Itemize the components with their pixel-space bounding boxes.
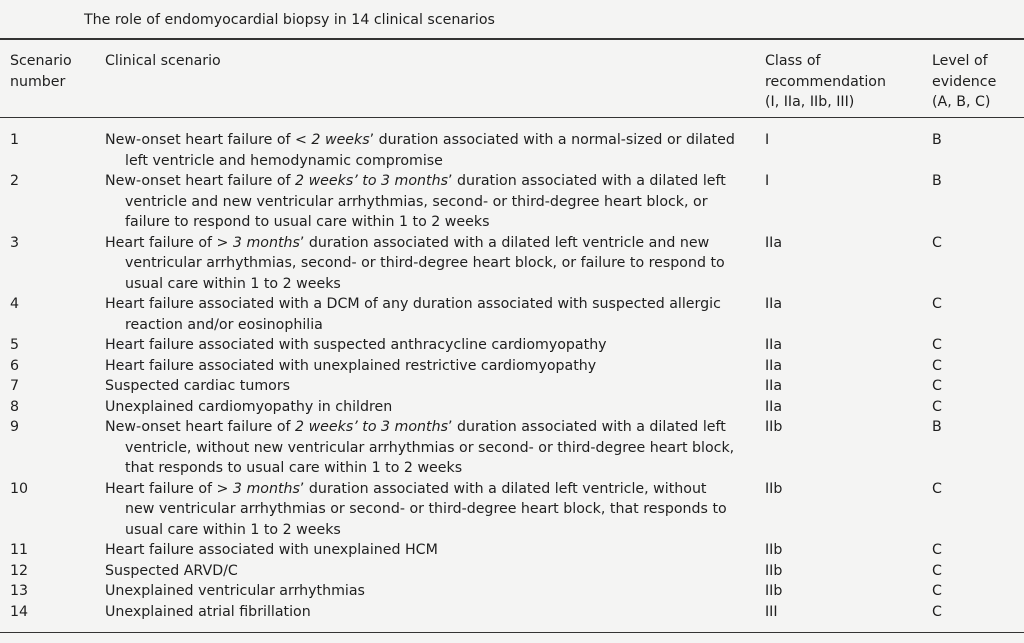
table-row [0,171,1024,233]
table-row [0,397,1024,418]
scenario-segment: Unexplained cardiomyopathy in children [105,398,393,415]
clinical-scenario-text [105,376,755,397]
scenario-segment: usual care within 1 to 2 weeks [125,275,341,292]
clinical-scenario-text [105,397,755,418]
scenario-emphasis: < 2 weeks [295,132,370,148]
clinical-scenario-text [105,561,755,582]
scenario-segment: Heart failure associated with a DCM of any duration associated with suspected allergic [105,296,721,312]
level-of-evidence: C [932,603,942,620]
class-of-recommendation: IIa [765,234,783,251]
scenario-line [105,417,755,438]
scenario-emphasis: 2 weeks’ to 3 months [295,173,448,189]
scenario-emphasis: > 3 months [216,480,300,497]
scenario-line [105,602,755,623]
scenario-line [105,130,755,151]
clinical-scenario-text [105,540,755,561]
scenario-line [105,294,755,315]
scenario-segment: Heart failure associated with unexplained restrictive cardiomyopathy [105,357,597,374]
scenario-number: 2 [10,173,20,189]
table-caption: The role of endomyocardial biopsy in 14 clinical scenarios [84,12,495,28]
header-rule [0,117,1024,118]
scenario-segment: usual care within 1 to 2 weeks [125,521,341,538]
scenario-line [105,397,755,418]
clinical-scenario-text [105,171,755,233]
scenario-segment: ventricle and new ventricular arrhythmias, second- or third-degree heart block, or [125,193,708,210]
scenario-segment: New-onset heart failure of [105,419,296,435]
clinical-scenario-text [105,602,755,623]
scenario-segment: Heart failure of [105,234,217,251]
scenario-line [105,212,755,233]
clinical-scenario-text [105,335,755,356]
class-of-recommendation: IIb [765,480,783,497]
level-of-evidence: C [932,583,942,599]
class-of-recommendation: III [765,603,778,620]
class-of-recommendation: I [765,173,770,189]
table-row [0,540,1024,561]
scenario-number: 5 [10,337,20,353]
scenario-line [105,561,755,582]
level-of-evidence: C [932,542,942,558]
header-class-of-recommendation: Class of recommendation (I, IIa, IIb, III) [765,53,886,110]
level-of-evidence: C [932,562,942,579]
scenario-number: 12 [10,562,29,579]
scenario-number: 1 [10,132,20,148]
scenario-number: 8 [10,398,20,415]
clinical-scenario-text [105,417,755,479]
table-body [0,130,1024,622]
header-clinical-scenario: Clinical scenario [105,53,221,69]
scenario-line [105,376,755,397]
scenario-line [105,540,755,561]
scenario-segment: that responds to usual care within 1 to 2 weeks [125,460,463,476]
level-of-evidence: B [932,173,942,189]
scenario-line [105,274,755,295]
level-of-evidence: C [932,296,942,312]
scenario-segment: ’ duration associated with a dilated left [447,419,726,435]
scenario-segment: ’ duration associated with a dilated left [447,173,726,189]
level-of-evidence: C [932,398,942,415]
table-row [0,130,1024,171]
scenario-segment: ventricle, without new ventricular arrhythmias or second- or third-degree heart block, [125,439,735,456]
table-row [0,602,1024,623]
scenario-segment: left ventricle and hemodynamic compromise [125,152,443,169]
clinical-scenario-text [105,130,755,171]
table-row [0,233,1024,295]
scenario-segment: Suspected cardiac tumors [105,378,291,394]
scenario-segment: new ventricular arrhythmias or second- or third-degree heart block, that responds to [125,501,727,517]
scenario-line [105,315,755,336]
scenario-number: 3 [10,234,20,251]
class-of-recommendation: IIa [765,337,783,353]
scenario-number: 9 [10,419,20,435]
scenario-segment: ’ duration associated with a dilated left ventricle, without [299,480,707,497]
level-of-evidence: C [932,337,942,353]
scenario-line [105,458,755,479]
level-of-evidence: C [932,357,942,374]
clinical-scenario-text [105,479,755,541]
scenario-number: 11 [10,542,29,558]
scenario-segment: Heart failure associated with unexplained HCM [105,542,438,558]
scenario-line [105,479,755,500]
scenario-segment: Unexplained ventricular arrhythmias [105,583,365,599]
scenario-segment: reaction and/or eosinophilia [125,316,323,333]
scenario-emphasis: 2 weeks’ to 3 months [295,419,448,435]
class-of-recommendation: IIa [765,357,783,374]
scenario-line [105,233,755,254]
table-row [0,479,1024,541]
class-of-recommendation: IIa [765,378,783,394]
scenario-line [105,581,755,602]
scenario-number: 14 [10,603,29,620]
table-row [0,417,1024,479]
scenario-number: 13 [10,583,29,599]
class-of-recommendation: IIb [765,562,783,579]
scenario-line [105,171,755,192]
scenario-segment: Heart failure of [105,480,217,497]
scenario-line [105,253,755,274]
scenario-line [105,192,755,213]
clinical-scenario-text [105,233,755,295]
clinical-scenario-text [105,581,755,602]
clinical-scenario-text [105,294,755,335]
class-of-recommendation: IIb [765,419,783,435]
level-of-evidence: B [932,419,942,435]
scenario-line [105,151,755,172]
scenario-number: 7 [10,378,20,394]
scenario-emphasis: > 3 months [216,234,300,251]
table-row [0,561,1024,582]
table-row [0,376,1024,397]
header-scenario-number: Scenario number [10,53,72,90]
scenario-segment: ’ duration associated with a dilated left ventricle and new [299,234,710,251]
scenario-line [105,499,755,520]
class-of-recommendation: IIa [765,398,783,415]
scenario-segment: Suspected ARVD/C [105,562,238,579]
scenario-segment: ventricular arrhythmias, second- or third-degree heart block, or failure to respond to [125,255,725,271]
level-of-evidence: B [932,132,942,148]
scenario-segment: failure to respond to usual care within 1 to 2 weeks [125,214,490,230]
scenario-number: 4 [10,296,20,312]
scenario-segment: New-onset heart failure of [105,173,296,189]
bottom-rule [0,632,1024,633]
class-of-recommendation: IIb [765,583,783,599]
level-of-evidence: C [932,480,942,497]
class-of-recommendation: IIa [765,296,783,312]
scenario-number: 6 [10,357,20,374]
level-of-evidence: C [932,234,942,251]
class-of-recommendation: I [765,132,770,148]
scenario-segment: Unexplained atrial fibrillation [105,603,311,620]
scenario-segment: ’ duration associated with a normal-sized or dilated [369,132,735,148]
scenario-line [105,438,755,459]
scenario-segment: New-onset heart failure of [105,132,296,148]
level-of-evidence: C [932,378,942,394]
scenario-line [105,335,755,356]
table-row [0,581,1024,602]
table-row [0,294,1024,335]
scenario-line [105,520,755,541]
class-of-recommendation: IIb [765,542,783,558]
table-row [0,335,1024,356]
scenario-line [105,356,755,377]
scenario-number: 10 [10,480,29,497]
table-row [0,356,1024,377]
clinical-scenario-text [105,356,755,377]
top-rule [0,38,1024,40]
header-level-of-evidence: Level of evidence (A, B, C) [932,53,997,110]
scenario-segment: Heart failure associated with suspected anthracycline cardiomyopathy [105,337,607,353]
